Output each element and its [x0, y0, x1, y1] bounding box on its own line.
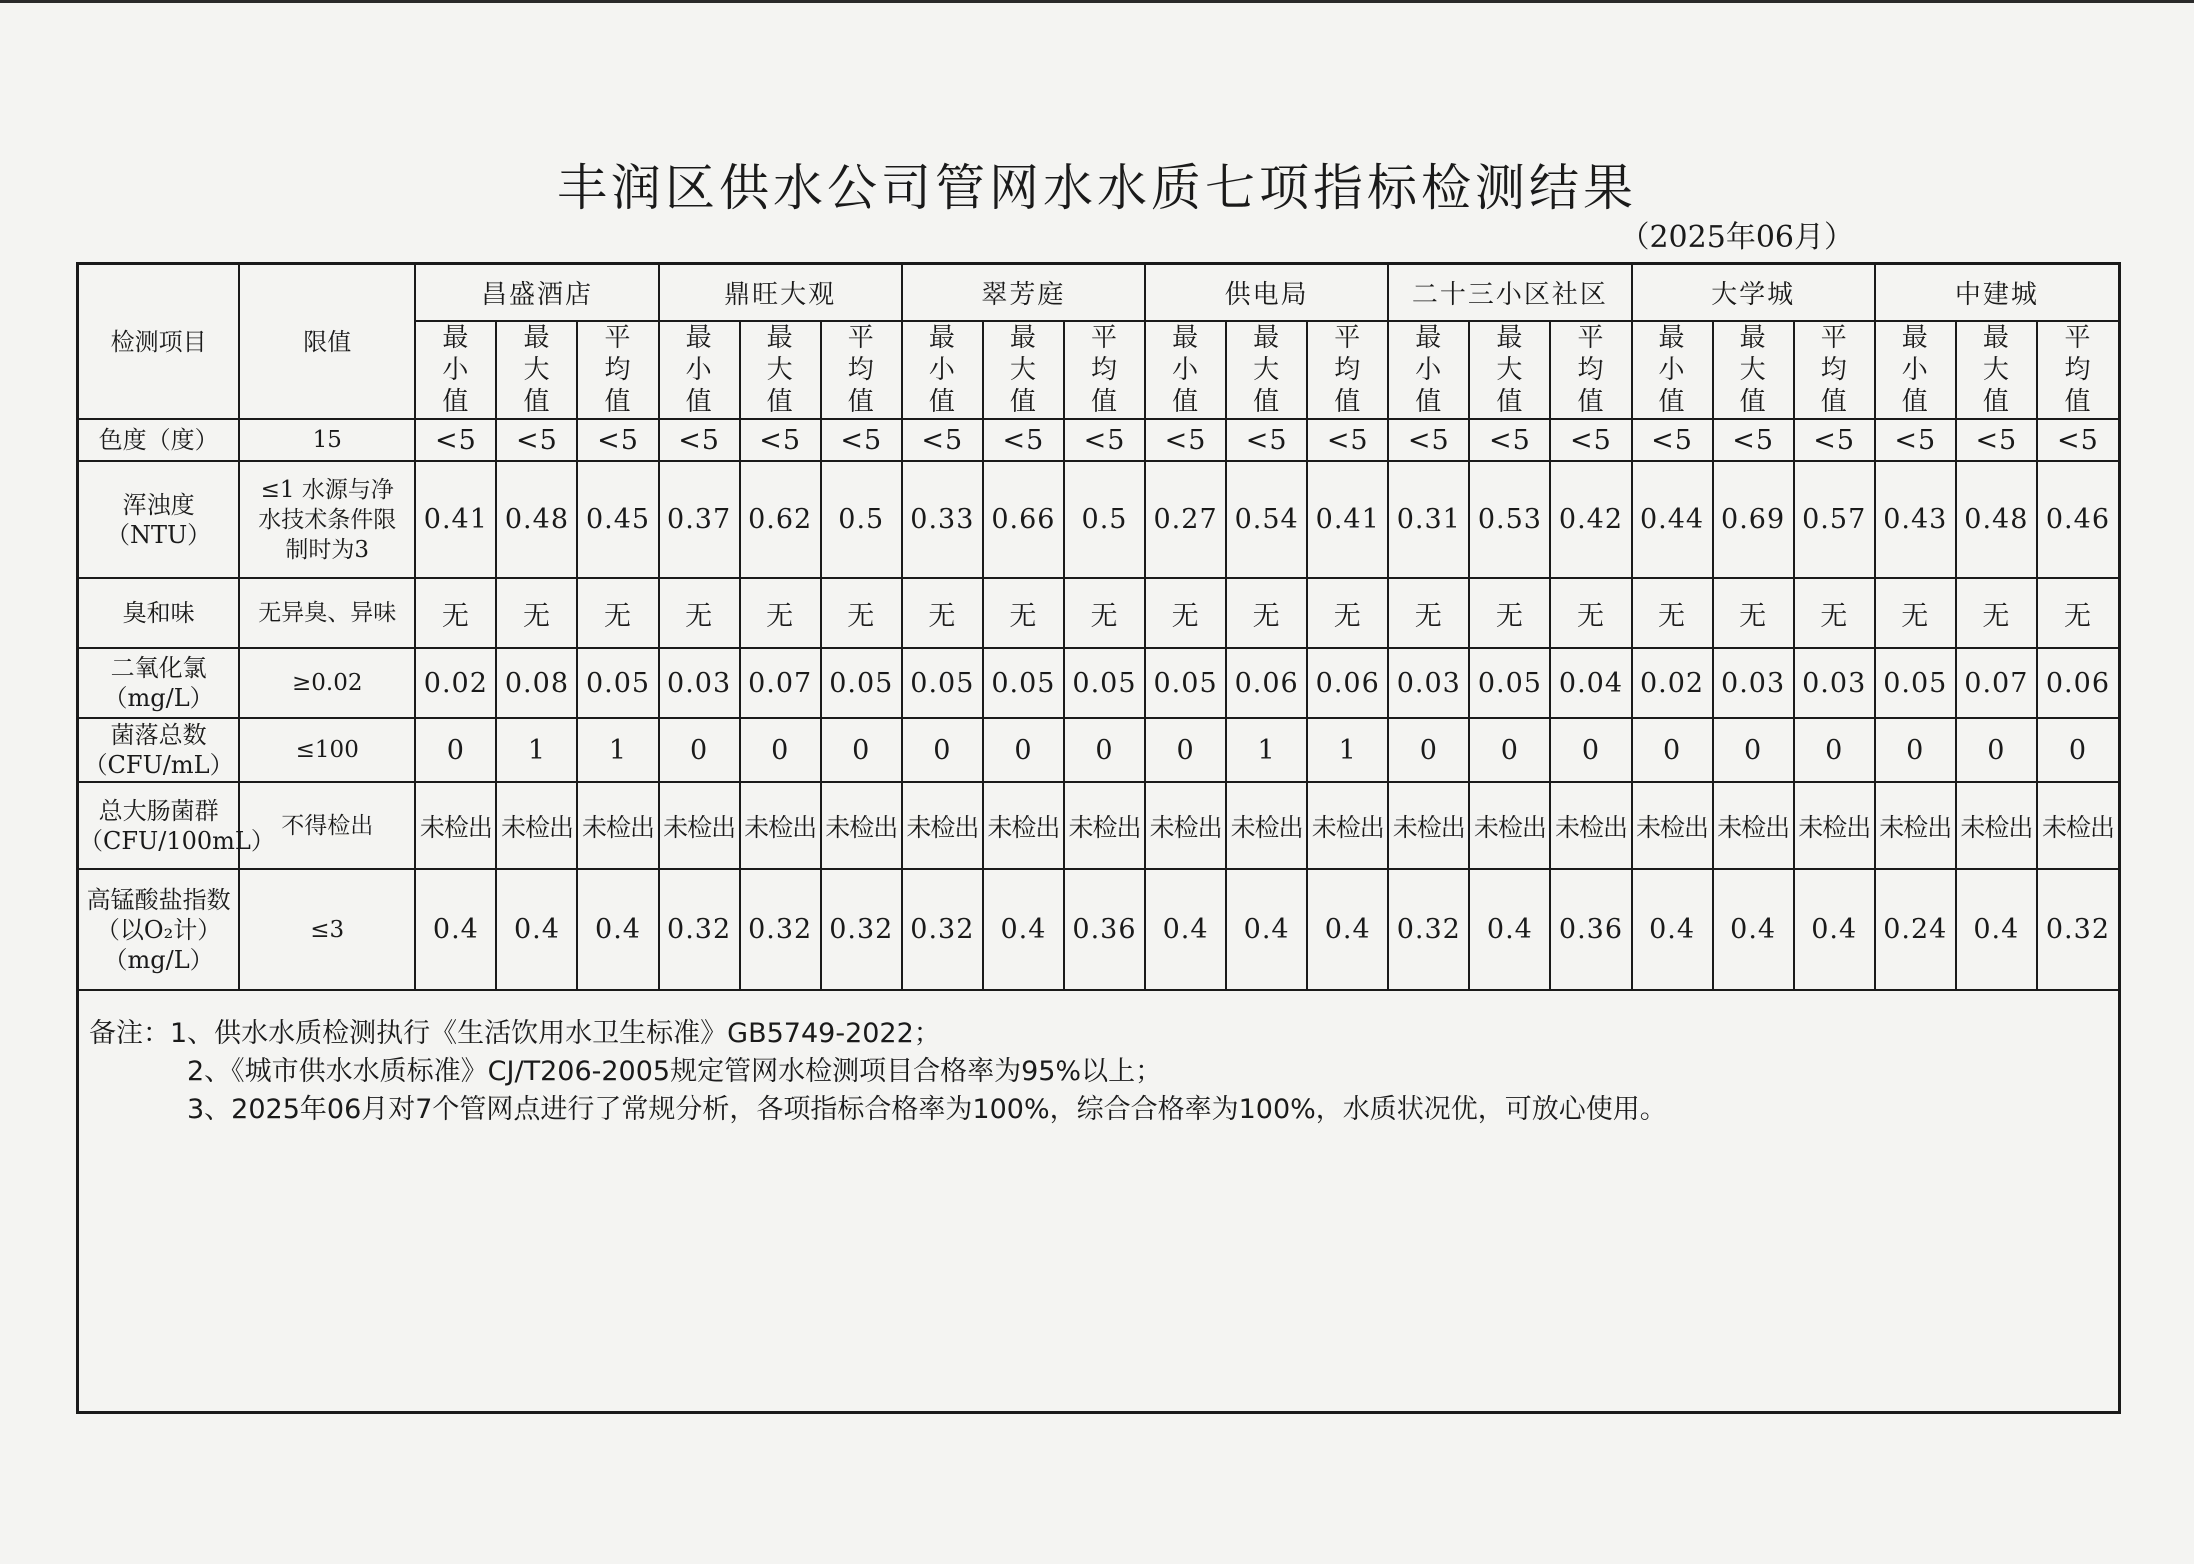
stat-label: 最 小 值	[1632, 321, 1713, 419]
measurement-cell: 0.5	[821, 461, 902, 578]
measurement-cell: 无	[1064, 578, 1145, 648]
stat-label: 最 小 值	[1388, 321, 1469, 419]
measurement-cell: <5	[983, 419, 1064, 461]
notes-section	[79, 991, 2118, 1129]
report-date: （2025年06月）	[1619, 220, 1854, 255]
measurement-cell: <5	[1794, 419, 1875, 461]
measurement-cell: 0.05	[1875, 648, 1956, 718]
measurement-cell: 0.57	[1794, 461, 1875, 578]
measurement-cell: 无	[1388, 578, 1469, 648]
measurement-cell: <5	[2037, 419, 2118, 461]
stat-label: 最 小 值	[1875, 321, 1956, 419]
table-row	[79, 782, 2118, 869]
measurement-cell: 0.02	[1632, 648, 1713, 718]
measurement-cell: <5	[1064, 419, 1145, 461]
measurement-cell: 无	[902, 578, 983, 648]
measurement-cell: 0.36	[1550, 869, 1631, 990]
measurement-cell: 0.5	[1064, 461, 1145, 578]
measurement-cell: <5	[1145, 419, 1226, 461]
measurement-cell: 0.05	[821, 648, 902, 718]
measurement-cell: 0.06	[1226, 648, 1307, 718]
measurement-cell: <5	[1469, 419, 1550, 461]
measurement-cell: 0.4	[1794, 869, 1875, 990]
measurement-cell: 0	[1064, 718, 1145, 782]
measurement-cell: 无	[1956, 578, 2037, 648]
measurement-cell: 无	[1550, 578, 1631, 648]
measurement-cell: 0.05	[1145, 648, 1226, 718]
measurement-cell: 0.24	[1875, 869, 1956, 990]
measurement-cell: 0.06	[1307, 648, 1388, 718]
site-header: 中建城	[1875, 265, 2118, 321]
measurement-cell: 0	[740, 718, 821, 782]
measurement-cell: 0.33	[902, 461, 983, 578]
site-header: 二十三小区社区	[1388, 265, 1631, 321]
measurement-cell: <5	[415, 419, 496, 461]
measurement-cell: 0	[1956, 718, 2037, 782]
measurement-cell: 无	[1713, 578, 1794, 648]
measurement-cell: 0.05	[1469, 648, 1550, 718]
limit-value: 无异臭、异味	[239, 578, 415, 648]
measurement-cell: 未检出	[1713, 782, 1794, 869]
limit-value: ≤100	[239, 718, 415, 782]
stat-label: 最 大 值	[1226, 321, 1307, 419]
site-header: 翠芳庭	[902, 265, 1145, 321]
measurement-cell: 0.4	[983, 869, 1064, 990]
measurement-cell: 无	[496, 578, 577, 648]
measurement-cell: 0.27	[1145, 461, 1226, 578]
measurement-cell: 无	[1226, 578, 1307, 648]
measurement-cell: 0.41	[1307, 461, 1388, 578]
measurement-cell: <5	[821, 419, 902, 461]
stat-label: 最 小 值	[1145, 321, 1226, 419]
measurement-cell: 0	[1469, 718, 1550, 782]
measurement-cell: 0	[415, 718, 496, 782]
measurement-cell: <5	[1388, 419, 1469, 461]
note-1: 备注：1、供水水质检测执行《生活饮用水卫生标准》GB5749-2022；	[89, 1018, 941, 1049]
stat-label: 最 大 值	[496, 321, 577, 419]
measurement-cell: 未检出	[415, 782, 496, 869]
measurement-cell: 未检出	[1307, 782, 1388, 869]
measurement-cell: 0.54	[1226, 461, 1307, 578]
stat-label: 最 小 值	[902, 321, 983, 419]
stat-label: 平 均 值	[1064, 321, 1145, 419]
measurement-cell: 未检出	[1794, 782, 1875, 869]
stat-label: 最 小 值	[659, 321, 740, 419]
measurement-cell: 0.03	[1388, 648, 1469, 718]
measurement-cell: 未检出	[1145, 782, 1226, 869]
measurement-cell: 无	[577, 578, 658, 648]
measurement-cell: 0	[1713, 718, 1794, 782]
test-item: 色度（度）	[79, 419, 239, 461]
measurement-cell: 未检出	[659, 782, 740, 869]
site-header: 大学城	[1632, 265, 1875, 321]
measurement-cell: 0.69	[1713, 461, 1794, 578]
measurement-cell: 0	[1875, 718, 1956, 782]
measurement-cell: 1	[1226, 718, 1307, 782]
measurement-cell: <5	[1956, 419, 2037, 461]
site-header: 昌盛酒店	[415, 265, 658, 321]
measurement-cell: 无	[415, 578, 496, 648]
measurement-cell: 未检出	[577, 782, 658, 869]
measurement-cell: 0.48	[496, 461, 577, 578]
measurement-cell: 0.32	[902, 869, 983, 990]
measurement-cell: 0.32	[821, 869, 902, 990]
measurement-cell: 未检出	[740, 782, 821, 869]
measurement-cell: 0.32	[740, 869, 821, 990]
measurement-cell: 未检出	[1875, 782, 1956, 869]
test-item: 二氧化氯 （mg/L）	[79, 648, 239, 718]
measurement-cell: 0.53	[1469, 461, 1550, 578]
test-item: 浑浊度 （NTU）	[79, 461, 239, 578]
measurement-cell: 0	[1145, 718, 1226, 782]
header-item: 检测项目	[79, 265, 239, 419]
measurement-cell: 0	[902, 718, 983, 782]
measurement-cell: 未检出	[1550, 782, 1631, 869]
measurement-cell: 1	[577, 718, 658, 782]
measurement-cell: 0.43	[1875, 461, 1956, 578]
measurement-cell: 0.4	[1307, 869, 1388, 990]
limit-value: ≥0.02	[239, 648, 415, 718]
measurement-cell: 无	[821, 578, 902, 648]
measurement-cell: 未检出	[821, 782, 902, 869]
measurement-cell: 0.4	[415, 869, 496, 990]
measurement-cell: 0.06	[2037, 648, 2118, 718]
measurement-cell: 0	[659, 718, 740, 782]
measurement-cell: 未检出	[1226, 782, 1307, 869]
header-limit: 限值	[239, 265, 415, 419]
limit-value: 15	[239, 419, 415, 461]
measurement-cell: 0.05	[577, 648, 658, 718]
measurement-cell: 0	[821, 718, 902, 782]
measurement-cell: 0.07	[1956, 648, 2037, 718]
top-edge-rule	[0, 0, 2194, 3]
measurement-cell: 未检出	[1469, 782, 1550, 869]
measurement-cell: 未检出	[1632, 782, 1713, 869]
measurement-cell: 0.4	[1632, 869, 1713, 990]
measurement-cell: 0	[2037, 718, 2118, 782]
measurement-cell: 无	[1469, 578, 1550, 648]
table-row	[79, 419, 2118, 461]
measurement-cell: 0	[983, 718, 1064, 782]
table-row	[79, 648, 2118, 718]
measurement-cell: 无	[1145, 578, 1226, 648]
note-3: 3、2025年06月对7个管网点进行了常规分析，各项指标合格率为100%，综合合格率为100%，水质状况优，可放心使用。	[187, 1094, 1667, 1125]
table-row	[79, 578, 2118, 648]
measurement-cell: <5	[659, 419, 740, 461]
measurement-cell: 0	[1632, 718, 1713, 782]
table-row	[79, 461, 2118, 578]
stat-label: 最 大 值	[1469, 321, 1550, 419]
measurement-cell: 未检出	[902, 782, 983, 869]
measurement-cell: 0.41	[415, 461, 496, 578]
measurement-cell: <5	[1632, 419, 1713, 461]
measurement-cell: 0.08	[496, 648, 577, 718]
measurement-cell: 1	[1307, 718, 1388, 782]
measurement-cell: 0.4	[1956, 869, 2037, 990]
site-header: 供电局	[1145, 265, 1388, 321]
table-row	[79, 718, 2118, 782]
measurement-cell: <5	[496, 419, 577, 461]
stat-label: 最 大 值	[1713, 321, 1794, 419]
measurement-cell: 0.4	[1713, 869, 1794, 990]
table-row	[79, 869, 2118, 990]
measurement-cell: 0.4	[496, 869, 577, 990]
measurement-cell: 0.32	[659, 869, 740, 990]
stat-label: 平 均 值	[577, 321, 658, 419]
measurement-cell: 0.4	[1226, 869, 1307, 990]
water-quality-table	[79, 265, 2118, 991]
stat-label: 最 大 值	[1956, 321, 2037, 419]
measurement-cell: <5	[740, 419, 821, 461]
measurement-cell: 1	[496, 718, 577, 782]
test-item: 总大肠菌群 （CFU/100mL）	[79, 782, 239, 869]
measurement-cell: 无	[659, 578, 740, 648]
measurement-cell: 0.05	[1064, 648, 1145, 718]
stat-label: 平 均 值	[821, 321, 902, 419]
measurement-cell: <5	[902, 419, 983, 461]
measurement-cell: 0	[1550, 718, 1631, 782]
measurement-cell: 0.32	[2037, 869, 2118, 990]
measurement-cell: 0.4	[577, 869, 658, 990]
measurement-cell: 0.4	[1469, 869, 1550, 990]
measurement-cell: 未检出	[1388, 782, 1469, 869]
measurement-cell: 0.05	[902, 648, 983, 718]
measurement-cell: 0	[1388, 718, 1469, 782]
stat-label: 平 均 值	[2037, 321, 2118, 419]
measurement-cell: 0	[1794, 718, 1875, 782]
stat-label: 最 大 值	[983, 321, 1064, 419]
site-header: 鼎旺大观	[659, 265, 902, 321]
measurement-cell: 未检出	[496, 782, 577, 869]
measurement-cell: <5	[1875, 419, 1956, 461]
measurement-cell: 0.05	[983, 648, 1064, 718]
measurement-cell: 0.03	[1794, 648, 1875, 718]
measurement-cell: 0.66	[983, 461, 1064, 578]
measurement-cell: 无	[983, 578, 1064, 648]
measurement-cell: 无	[1794, 578, 1875, 648]
measurement-cell: 0.37	[659, 461, 740, 578]
measurement-cell: 0.48	[1956, 461, 2037, 578]
measurement-cell: 0.04	[1550, 648, 1631, 718]
stat-label: 最 小 值	[415, 321, 496, 419]
stat-label: 平 均 值	[1307, 321, 1388, 419]
limit-value: ≤1 水源与净 水技术条件限 制时为3	[239, 461, 415, 578]
measurement-cell: 0.44	[1632, 461, 1713, 578]
measurement-cell: <5	[1307, 419, 1388, 461]
measurement-cell: 无	[1307, 578, 1388, 648]
measurement-cell: 未检出	[1956, 782, 2037, 869]
measurement-cell: 0.31	[1388, 461, 1469, 578]
measurement-cell: 0.36	[1064, 869, 1145, 990]
measurement-cell: 0.42	[1550, 461, 1631, 578]
measurement-cell: <5	[1550, 419, 1631, 461]
measurement-cell: 无	[740, 578, 821, 648]
stat-label: 平 均 值	[1550, 321, 1631, 419]
measurement-cell: 0.4	[1145, 869, 1226, 990]
test-item: 高锰酸盐指数 （以O₂计） （mg/L）	[79, 869, 239, 990]
measurement-cell: 0.62	[740, 461, 821, 578]
measurement-cell: 0.03	[1713, 648, 1794, 718]
measurement-cell: 无	[2037, 578, 2118, 648]
measurement-cell: 无	[1875, 578, 1956, 648]
measurement-cell: <5	[1713, 419, 1794, 461]
measurement-cell: 未检出	[1064, 782, 1145, 869]
measurement-cell: 0.46	[2037, 461, 2118, 578]
test-item: 臭和味	[79, 578, 239, 648]
test-item: 菌落总数 （CFU/mL）	[79, 718, 239, 782]
measurement-cell: 0.32	[1388, 869, 1469, 990]
measurement-cell: <5	[577, 419, 658, 461]
document-title: 丰润区供水公司管网水水质七项指标检测结果	[557, 159, 1637, 217]
measurement-cell: 0.02	[415, 648, 496, 718]
stat-label: 平 均 值	[1794, 321, 1875, 419]
limit-value: 不得检出	[239, 782, 415, 869]
limit-value: ≤3	[239, 869, 415, 990]
stat-label: 最 大 值	[740, 321, 821, 419]
measurement-cell: 0.07	[740, 648, 821, 718]
measurement-cell: <5	[1226, 419, 1307, 461]
measurement-cell: 未检出	[983, 782, 1064, 869]
note-2: 2、《城市供水水质标准》CJ/T206-2005规定管网水检测项目合格率为95%以上；	[187, 1056, 1163, 1087]
measurement-cell: 无	[1632, 578, 1713, 648]
measurement-cell: 0.03	[659, 648, 740, 718]
results-sheet	[76, 262, 2121, 1414]
measurement-cell: 0.45	[577, 461, 658, 578]
measurement-cell: 未检出	[2037, 782, 2118, 869]
